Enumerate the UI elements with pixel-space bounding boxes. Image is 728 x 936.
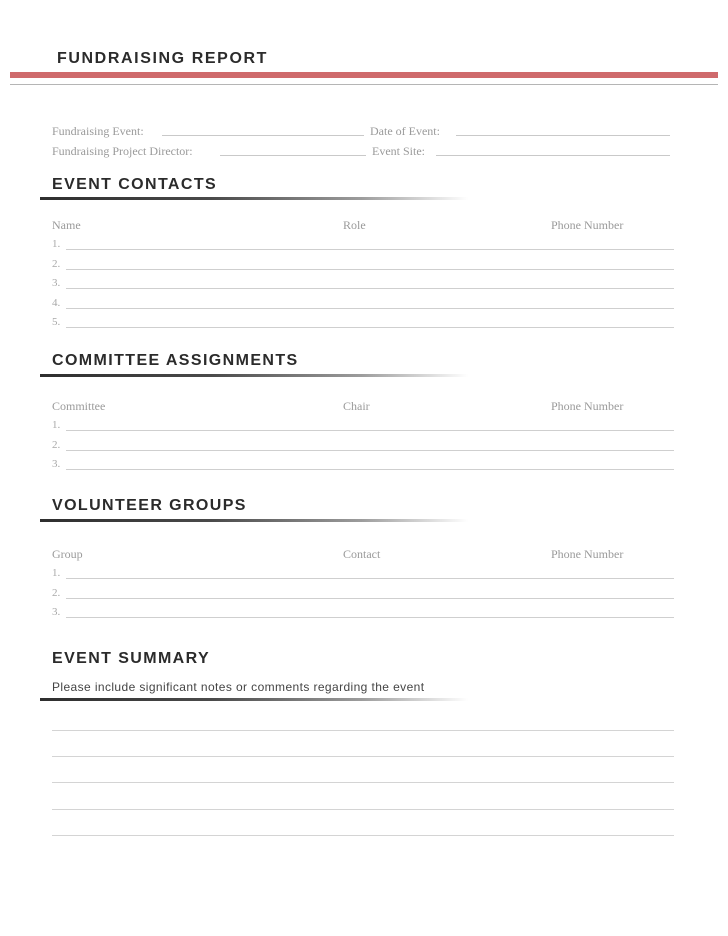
summary-line[interactable] (52, 835, 674, 836)
contact-row-number: 1. (52, 238, 61, 250)
committee-col-chair: Chair (343, 399, 370, 413)
committee-col-phone: Phone Number (551, 399, 624, 413)
event-contacts-title: EVENT CONTACTS (52, 176, 218, 193)
date-of-event-label: Date of Event: (370, 124, 440, 138)
committee-row-number: 2. (52, 439, 61, 451)
committee-col-committee: Committee (52, 399, 106, 413)
contact-row-number: 4. (52, 297, 61, 309)
event-summary-title: EVENT SUMMARY (52, 650, 211, 667)
contact-row-line[interactable] (66, 249, 674, 250)
contact-row-line[interactable] (66, 269, 674, 270)
header-accent-bar (10, 72, 718, 78)
summary-line[interactable] (52, 782, 674, 783)
contacts-col-phone: Phone Number (551, 218, 624, 232)
volunteer-row-line[interactable] (66, 578, 674, 579)
summary-line[interactable] (52, 730, 674, 731)
event-site-field[interactable] (436, 155, 670, 156)
volunteer-row-number: 3. (52, 606, 61, 618)
volunteer-groups-title: VOLUNTEER GROUPS (52, 497, 247, 514)
event-site-label: Event Site: (372, 144, 425, 158)
fundraising-event-label: Fundraising Event: (52, 124, 144, 138)
volunteer-row-number: 1. (52, 567, 61, 579)
volunteer-row-number: 2. (52, 587, 61, 599)
report-title: FUNDRAISING REPORT (57, 50, 269, 67)
contact-row-line[interactable] (66, 288, 674, 289)
contact-row-number: 5. (52, 316, 61, 328)
contacts-col-role: Role (343, 218, 366, 232)
contact-row-number: 2. (52, 258, 61, 270)
contact-row-line[interactable] (66, 327, 674, 328)
committee-row-line[interactable] (66, 469, 674, 470)
committee-row-line[interactable] (66, 450, 674, 451)
summary-line[interactable] (52, 809, 674, 810)
fundraising-event-field[interactable] (162, 135, 364, 136)
volunteer-col-contact: Contact (343, 547, 381, 561)
volunteer-col-group: Group (52, 547, 83, 561)
contact-row-number: 3. (52, 277, 61, 289)
volunteer-col-phone: Phone Number (551, 547, 624, 561)
date-of-event-field[interactable] (456, 135, 670, 136)
volunteer-groups-rule (40, 519, 468, 522)
event-summary-rule (40, 698, 468, 701)
contact-row-line[interactable] (66, 308, 674, 309)
header-divider (10, 84, 718, 85)
committee-assignments-rule (40, 374, 468, 377)
volunteer-row-line[interactable] (66, 598, 674, 599)
event-summary-note: Please include significant notes or comments regarding the event (52, 680, 425, 694)
volunteer-row-line[interactable] (66, 617, 674, 618)
project-director-field[interactable] (220, 155, 366, 156)
project-director-label: Fundraising Project Director: (52, 144, 193, 158)
committee-assignments-title: COMMITTEE ASSIGNMENTS (52, 352, 299, 369)
event-contacts-rule (40, 197, 468, 200)
committee-row-line[interactable] (66, 430, 674, 431)
contacts-col-name: Name (52, 218, 81, 232)
committee-row-number: 1. (52, 419, 61, 431)
summary-line[interactable] (52, 756, 674, 757)
committee-row-number: 3. (52, 458, 61, 470)
